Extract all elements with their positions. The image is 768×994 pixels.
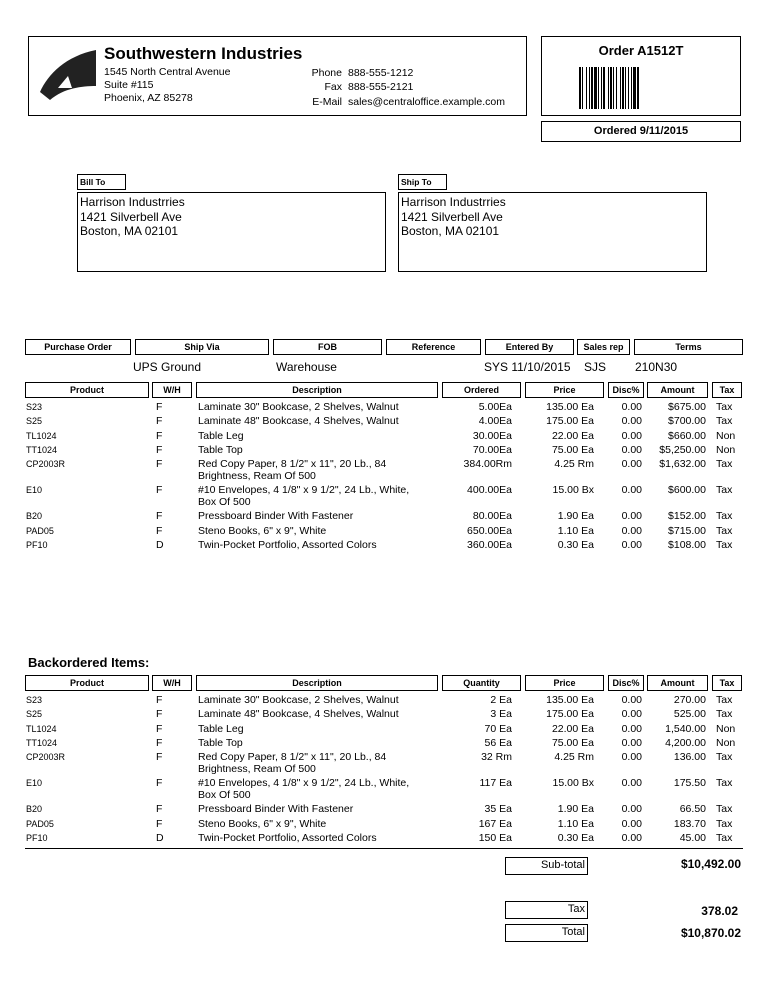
item-row-1-product: S25 [26, 416, 43, 427]
item-row-2-product: TL1024 [26, 430, 57, 441]
item-row-2-disc: 0.00 [621, 429, 642, 442]
bill-to-line-2: 1421 Silverbell Ave [80, 210, 182, 224]
backorder-row-0-tax: Tax [716, 694, 733, 706]
tax-label: Tax [567, 903, 585, 915]
backorder-row-3-product: TT1024 [26, 737, 58, 748]
item-row-5-price: 15.00 Bx [552, 484, 594, 497]
backorder-row-7-price: 1.10 Ea [557, 817, 594, 830]
backorder-row-0-wh: F [156, 694, 163, 706]
backorder-row-0-disc: 0.00 [621, 694, 642, 706]
backorder-row-5-amount: 175.50 [673, 777, 706, 790]
items-hdr-price: Price [525, 382, 604, 398]
item-row-8-tax: Tax [716, 538, 733, 551]
backorder-row-3-desc: Table Top [198, 736, 243, 749]
item-row-5-wh: F [156, 484, 163, 497]
backorder-row-5-disc: 0.00 [621, 777, 642, 790]
item-row-0-price: 135.00 Ea [546, 401, 594, 413]
backorder-row-6-qty: 35 Ea [484, 803, 512, 816]
bo-hdr-description: Description [196, 675, 438, 691]
backorder-row-7-wh: F [156, 817, 163, 830]
item-row-6-desc: Pressboard Binder With Fastener [198, 510, 354, 523]
items-hdr-wh: W/H [152, 382, 192, 398]
subtotal-value: $10,492.00 [680, 857, 741, 871]
backorder-title: Backordered Items: [28, 655, 150, 670]
bo-hdr-price: Price [525, 675, 604, 691]
backorder-row-6-wh: F [156, 803, 163, 816]
ordered-date: Ordered 9/11/2015 [593, 125, 689, 137]
bill-to-line-1: Harrison Industrries [80, 195, 185, 209]
items-hdr-disc: Disc% [608, 382, 644, 398]
item-row-7-qty: 650.00Ea [467, 524, 512, 537]
backorder-row-2-desc: Table Leg [198, 722, 244, 735]
item-row-4-tax: Tax [716, 458, 733, 471]
backorder-row-5-tax: Tax [716, 777, 733, 790]
bo-hdr-quantity: Quantity [442, 675, 521, 691]
item-row-5-tax: Tax [716, 484, 733, 497]
item-row-1-wh: F [156, 415, 163, 428]
fax-value: 888-555-2121 [348, 81, 414, 93]
item-row-6-price: 1.90 Ea [557, 510, 594, 523]
item-row-4-price: 4.25 Rm [554, 458, 594, 471]
items-hdr-ordered: Ordered [442, 382, 521, 398]
backorder-row-5-qty: 117 Ea [479, 777, 512, 790]
company-logo-icon [38, 48, 100, 103]
backorder-row-1-tax: Tax [716, 708, 733, 721]
item-row-3-wh: F [156, 443, 163, 456]
item-row-4-wh: F [156, 458, 163, 471]
bo-hdr-amount: Amount [647, 675, 708, 691]
item-row-6-tax: Tax [716, 510, 733, 523]
item-row-1-desc: Laminate 48" Bookcase, 4 Shelves, Walnut [198, 415, 399, 428]
item-row-2-price: 22.00 Ea [551, 429, 594, 442]
ship-to-line-3: Boston, MA 02101 [401, 224, 500, 238]
item-row-3-price: 75.00 Ea [551, 443, 594, 456]
backorder-row-2-disc: 0.00 [621, 722, 642, 735]
backorder-row-2-product: TL1024 [26, 723, 57, 734]
backorder-row-3-price: 75.00 Ea [551, 736, 594, 749]
hdr-purchase-order: Purchase Order [25, 339, 131, 355]
fob-value: Warehouse [276, 360, 337, 374]
backorder-row-6-amount: 66.50 [679, 803, 706, 816]
item-row-7-price: 1.10 Ea [557, 524, 594, 537]
backorder-row-0-product: S23 [26, 695, 43, 705]
backorder-row-1-qty: 3 Ea [490, 708, 512, 721]
backorder-row-6-disc: 0.00 [621, 803, 642, 816]
backorder-row-8-price: 0.30 Ea [557, 831, 594, 844]
item-row-0-wh: F [156, 401, 163, 413]
backorder-row-4-desc: Red Copy Paper, 8 1/2" x 11", 20 Lb., 84 Brightness, Ream Of 500 [198, 751, 387, 776]
backorder-row-2-amount: 1,540.00 [665, 722, 706, 735]
item-row-7-desc: Steno Books, 6" x 9", White [198, 524, 327, 537]
backorder-row-0-amount: 270.00 [673, 694, 706, 706]
backorder-row-1-product: S25 [26, 709, 43, 720]
item-row-6-amount: $152.00 [668, 510, 706, 523]
entered-by-value: SYS 11/10/2015 [484, 360, 571, 374]
item-row-2-amount: $660.00 [668, 429, 706, 442]
backorder-row-2-qty: 70 Ea [484, 722, 512, 735]
backorder-row-8-tax: Tax [716, 831, 733, 844]
item-row-1-disc: 0.00 [621, 415, 642, 428]
barcode [579, 67, 683, 109]
bo-hdr-disc: Disc% [608, 675, 644, 691]
item-row-3-tax: Non [716, 443, 736, 456]
backorder-row-8-qty: 150 Ea [478, 831, 512, 844]
backorder-row-2-wh: F [156, 722, 163, 735]
backorder-row-8-wh: D [156, 831, 164, 844]
fax-label: Fax [324, 81, 342, 93]
backorder-row-2-tax: Non [716, 722, 736, 735]
phone-label: Phone [311, 67, 342, 79]
backorder-row-7-disc: 0.00 [621, 817, 642, 830]
company-address-1: 1545 North Central Avenue [104, 66, 231, 78]
item-row-5-qty: 400.00Ea [467, 484, 512, 497]
backorder-row-4-qty: 32 Rm [481, 751, 512, 764]
bill-to-label: Bill To [80, 177, 106, 187]
backorder-row-5-price: 15.00 Bx [552, 777, 594, 790]
item-row-6-product: B20 [26, 511, 43, 522]
backorder-row-6-desc: Pressboard Binder With Fastener [198, 803, 354, 816]
backorder-row-6-price: 1.90 Ea [557, 803, 594, 816]
backorder-row-1-amount: 525.00 [673, 708, 706, 721]
item-row-0-desc: Laminate 30" Bookcase, 2 Shelves, Walnut [198, 401, 399, 413]
item-row-3-qty: 70.00Ea [472, 443, 512, 456]
item-row-8-wh: D [156, 538, 164, 551]
ship-to-line-1: Harrison Industrries [401, 195, 506, 209]
tax-value: 378.02 [701, 904, 738, 918]
backorder-row-4-disc: 0.00 [621, 751, 642, 764]
backorder-row-3-wh: F [156, 736, 163, 749]
sales-rep-value: SJS [584, 360, 607, 374]
item-row-8-product: PF10 [26, 539, 48, 550]
backorder-row-2-price: 22.00 Ea [551, 722, 594, 735]
item-row-7-amount: $715.00 [668, 524, 706, 537]
item-row-3-desc: Table Top [198, 443, 243, 456]
backorder-row-7-product: PAD05 [26, 818, 54, 829]
backorder-row-8-product: PF10 [26, 832, 48, 843]
item-row-6-wh: F [156, 510, 163, 523]
backorder-row-5-desc: #10 Envelopes, 4 1/8" x 9 1/2", 24 Lb., White, Box Of 500 [198, 777, 410, 802]
backorder-row-3-disc: 0.00 [621, 736, 642, 749]
item-row-4-product: CP2003R [26, 459, 66, 470]
item-row-4-qty: 384.00Rm [463, 458, 512, 471]
company-address-2: Suite #115 [104, 79, 154, 91]
item-row-8-qty: 360.00Ea [467, 538, 512, 551]
ship-via-value: UPS Ground [133, 360, 202, 374]
item-row-3-product: TT1024 [26, 444, 58, 455]
item-row-0-disc: 0.00 [621, 401, 642, 413]
bill-to-line-3: Boston, MA 02101 [80, 224, 179, 238]
item-row-7-product: PAD05 [26, 525, 54, 536]
backorder-row-4-product: CP2003R [26, 752, 66, 763]
item-row-5-desc: #10 Envelopes, 4 1/8" x 9 1/2", 24 Lb., White, Box Of 500 [198, 484, 410, 509]
item-row-8-amount: $108.00 [668, 538, 706, 551]
email-label: E-Mail [312, 96, 342, 108]
item-row-2-tax: Non [716, 429, 736, 442]
item-row-8-desc: Twin-Pocket Portfolio, Assorted Colors [198, 538, 377, 551]
backorder-row-5-product: E10 [26, 778, 43, 789]
order-title: Order A1512T [598, 43, 684, 58]
item-row-0-product: S23 [26, 402, 43, 412]
hdr-entered-by: Entered By [485, 339, 574, 355]
item-row-4-disc: 0.00 [621, 458, 642, 471]
hdr-fob: FOB [273, 339, 382, 355]
backorder-row-4-amount: 136.00 [673, 751, 706, 764]
hdr-terms: Terms [634, 339, 743, 355]
item-row-5-product: E10 [26, 485, 43, 496]
backorder-row-5-wh: F [156, 777, 163, 790]
backorder-row-8-amount: 45.00 [679, 831, 706, 844]
backorder-row-0-desc: Laminate 30" Bookcase, 2 Shelves, Walnut [198, 694, 399, 706]
backorder-row-4-wh: F [156, 751, 163, 764]
item-row-8-price: 0.30 Ea [557, 538, 594, 551]
backorder-row-3-amount: 4,200.00 [665, 736, 706, 749]
company-address-3: Phoenix, AZ 85278 [104, 92, 193, 104]
backorder-row-7-qty: 167 Ea [478, 817, 512, 830]
backorder-row-0-price: 135.00 Ea [546, 694, 594, 706]
backorder-row-7-tax: Tax [716, 817, 733, 830]
item-row-8-disc: 0.00 [621, 538, 642, 551]
hdr-ship-via: Ship Via [135, 339, 269, 355]
item-row-1-price: 175.00 Ea [546, 415, 594, 428]
bo-hdr-tax: Tax [712, 675, 742, 691]
bo-hdr-product: Product [25, 675, 149, 691]
item-row-1-amount: $700.00 [668, 415, 706, 428]
ship-to-line-2: 1421 Silverbell Ave [401, 210, 503, 224]
item-row-3-amount: $5,250.00 [659, 443, 706, 456]
ship-to-label: Ship To [401, 177, 432, 187]
backorder-row-8-desc: Twin-Pocket Portfolio, Assorted Colors [198, 831, 377, 844]
backorder-row-6-product: B20 [26, 804, 43, 815]
total-value: $10,870.02 [680, 926, 741, 940]
item-row-7-tax: Tax [716, 524, 733, 537]
backorder-row-1-desc: Laminate 48" Bookcase, 4 Shelves, Walnut [198, 708, 399, 721]
item-row-6-disc: 0.00 [621, 510, 642, 523]
item-row-5-disc: 0.00 [621, 484, 642, 497]
backorder-row-1-price: 175.00 Ea [546, 708, 594, 721]
backorder-row-8-disc: 0.00 [621, 831, 642, 844]
item-row-3-disc: 0.00 [621, 443, 642, 456]
hdr-sales-rep: Sales rep [577, 339, 630, 355]
item-row-1-tax: Tax [716, 415, 733, 428]
email-value: sales@centraloffice.example.com [348, 96, 505, 108]
item-row-1-qty: 4.00Ea [478, 415, 512, 428]
item-row-2-wh: F [156, 429, 163, 442]
backorder-row-6-tax: Tax [716, 803, 733, 816]
item-row-2-desc: Table Leg [198, 429, 244, 442]
subtotal-label: Sub-total [540, 859, 585, 871]
item-row-2-qty: 30.00Ea [472, 429, 512, 442]
item-row-7-wh: F [156, 524, 163, 537]
backorder-row-3-tax: Non [716, 736, 736, 749]
item-row-0-amount: $675.00 [668, 401, 706, 413]
phone-value: 888-555-1212 [348, 67, 414, 79]
item-row-4-amount: $1,632.00 [659, 458, 706, 471]
company-name: Southwestern Industries [104, 44, 303, 63]
backorder-row-4-price: 4.25 Rm [554, 751, 594, 764]
item-row-0-tax: Tax [716, 401, 733, 413]
bo-hdr-wh: W/H [152, 675, 192, 691]
item-row-5-amount: $600.00 [668, 484, 706, 497]
total-label: Total [561, 926, 585, 938]
backorder-row-0-qty: 2 Ea [490, 694, 512, 706]
backorder-row-4-tax: Tax [716, 751, 733, 764]
items-hdr-product: Product [25, 382, 149, 398]
backorder-row-1-wh: F [156, 708, 163, 721]
backorder-row-7-amount: 183.70 [673, 817, 706, 830]
items-hdr-description: Description [196, 382, 438, 398]
item-row-4-desc: Red Copy Paper, 8 1/2" x 11", 20 Lb., 84 Brightness, Ream Of 500 [198, 458, 387, 483]
items-hdr-tax: Tax [712, 382, 742, 398]
backorder-row-3-qty: 56 Ea [484, 736, 512, 749]
terms-value: 210N30 [635, 360, 678, 374]
hdr-reference: Reference [386, 339, 481, 355]
backorder-row-7-desc: Steno Books, 6" x 9", White [198, 817, 327, 830]
totals-divider [25, 848, 743, 849]
item-row-7-disc: 0.00 [621, 524, 642, 537]
backorder-row-1-disc: 0.00 [621, 708, 642, 721]
item-row-0-qty: 5.00Ea [478, 401, 512, 413]
item-row-6-qty: 80.00Ea [472, 510, 512, 523]
items-hdr-amount: Amount [647, 382, 708, 398]
